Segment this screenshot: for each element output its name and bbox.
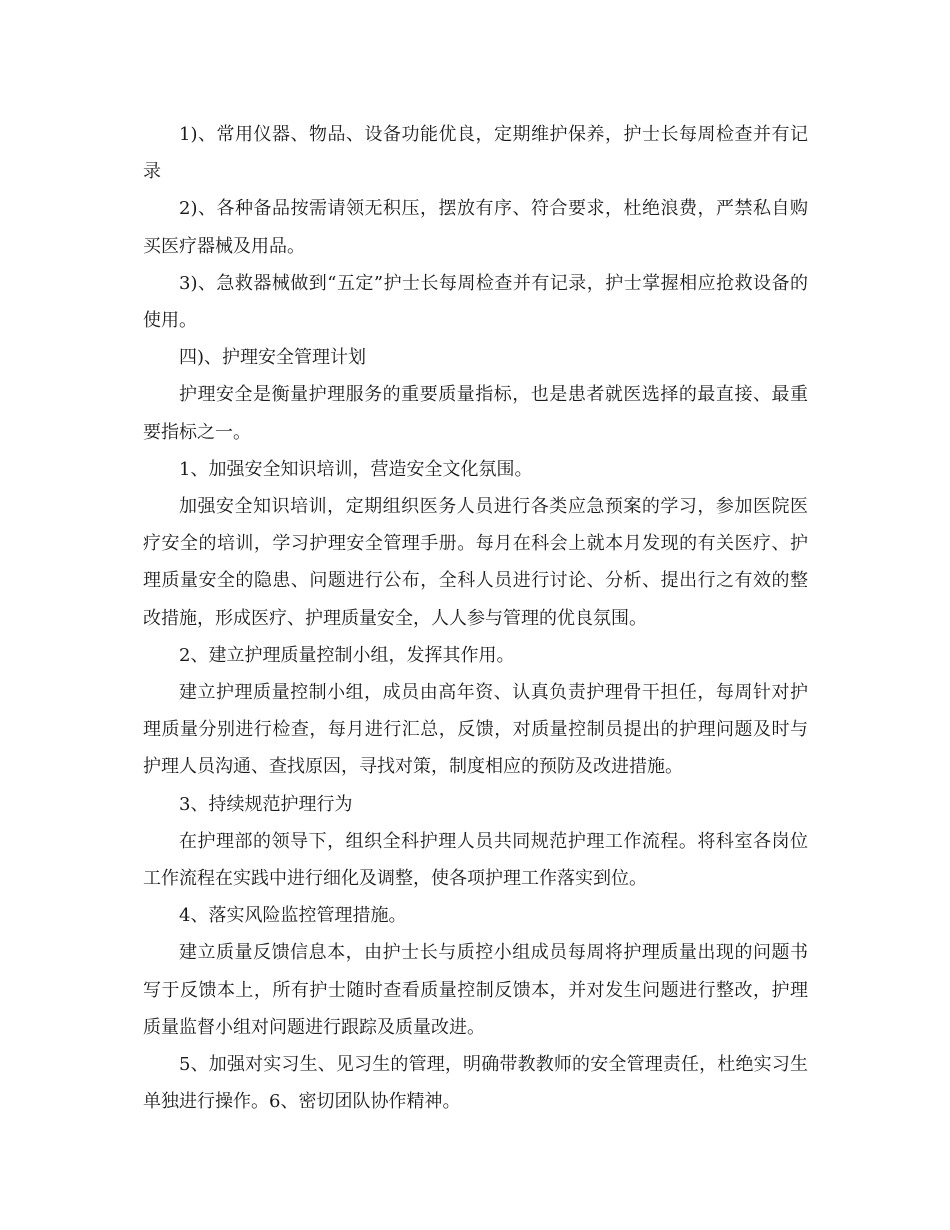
paragraph-safety-intro: 护理安全是衡量护理服务的重要质量指标，也是患者就医选择的最直接、最重要指标之一。	[143, 384, 808, 443]
item-heading-2: 2、建立护理质量控制小组，发挥其作用。	[179, 644, 515, 666]
item-heading-3: 3、持续规范护理行为	[179, 793, 353, 815]
item-heading-4: 4、落实风险监控管理措施。	[179, 905, 407, 927]
paragraph-standardize: 在护理部的领导下，组织全科护理人员共同规范护理工作流程。将科室各岗位工作流程在实践中进行细化及调整，使各项护理工作落实到位。	[143, 830, 808, 890]
paragraph-training: 加强安全知识培训，定期组织医务人员进行各类应急预案的学习，参加医院医疗安全的培训，学习护理安全管理手册。每月在科会上就本月发现的有关医疗、护理质量安全的隐患、问题进行公布，全科人员进行讨论、分析、提出行之有效的整改措施，形成医疗、护理质量安全，人人参与管理的优良氛围。	[143, 496, 808, 629]
paragraph-supplies: 2)、各种备品按需请领无积压，摆放有序、符合要求，杜绝浪费，严禁私自购买医疗器械及用品。	[143, 198, 808, 257]
document-body	[143, 116, 808, 1120]
section-heading-safety-plan: 四)、护理安全管理计划	[179, 347, 367, 369]
paragraph-emergency-equipment: 3)、急救器械做到“五定”护士长每周检查并有记录，护士掌握相应抢救设备的使用。	[143, 272, 808, 332]
item-heading-1: 1、加强安全知识培训，营造安全文化氛围。	[179, 458, 533, 480]
paragraph-interns: 5、加强对实习生、见习生的管理，明确带教教师的安全管理责任，杜绝实习生单独进行操作。6、密切团队协作精神。	[143, 1054, 808, 1113]
paragraph-equipment-maintenance: 1)、常用仪器、物品、设备功能优良，定期维护保养，护士长每周检查并有记录	[143, 124, 808, 183]
paragraph-quality-control: 建立护理质量控制小组，成员由高年资、认真负责护理骨干担任，每周针对护理质量分别进行检查，每月进行汇总，反馈，对质量控制员提出的护理问题及时与护理人员沟通、查找原因，寻找对策，制度相应的预防及改进措施。	[143, 682, 808, 778]
paragraph-feedback: 建立质量反馈信息本，由护士长与质控小组成员每周将护理质量出现的问题书写于反馈本上，所有护士随时查看质量控制反馈本，并对发生问题进行整改，护理质量监督小组对问题进行跟踪及质量改进。	[143, 942, 808, 1038]
